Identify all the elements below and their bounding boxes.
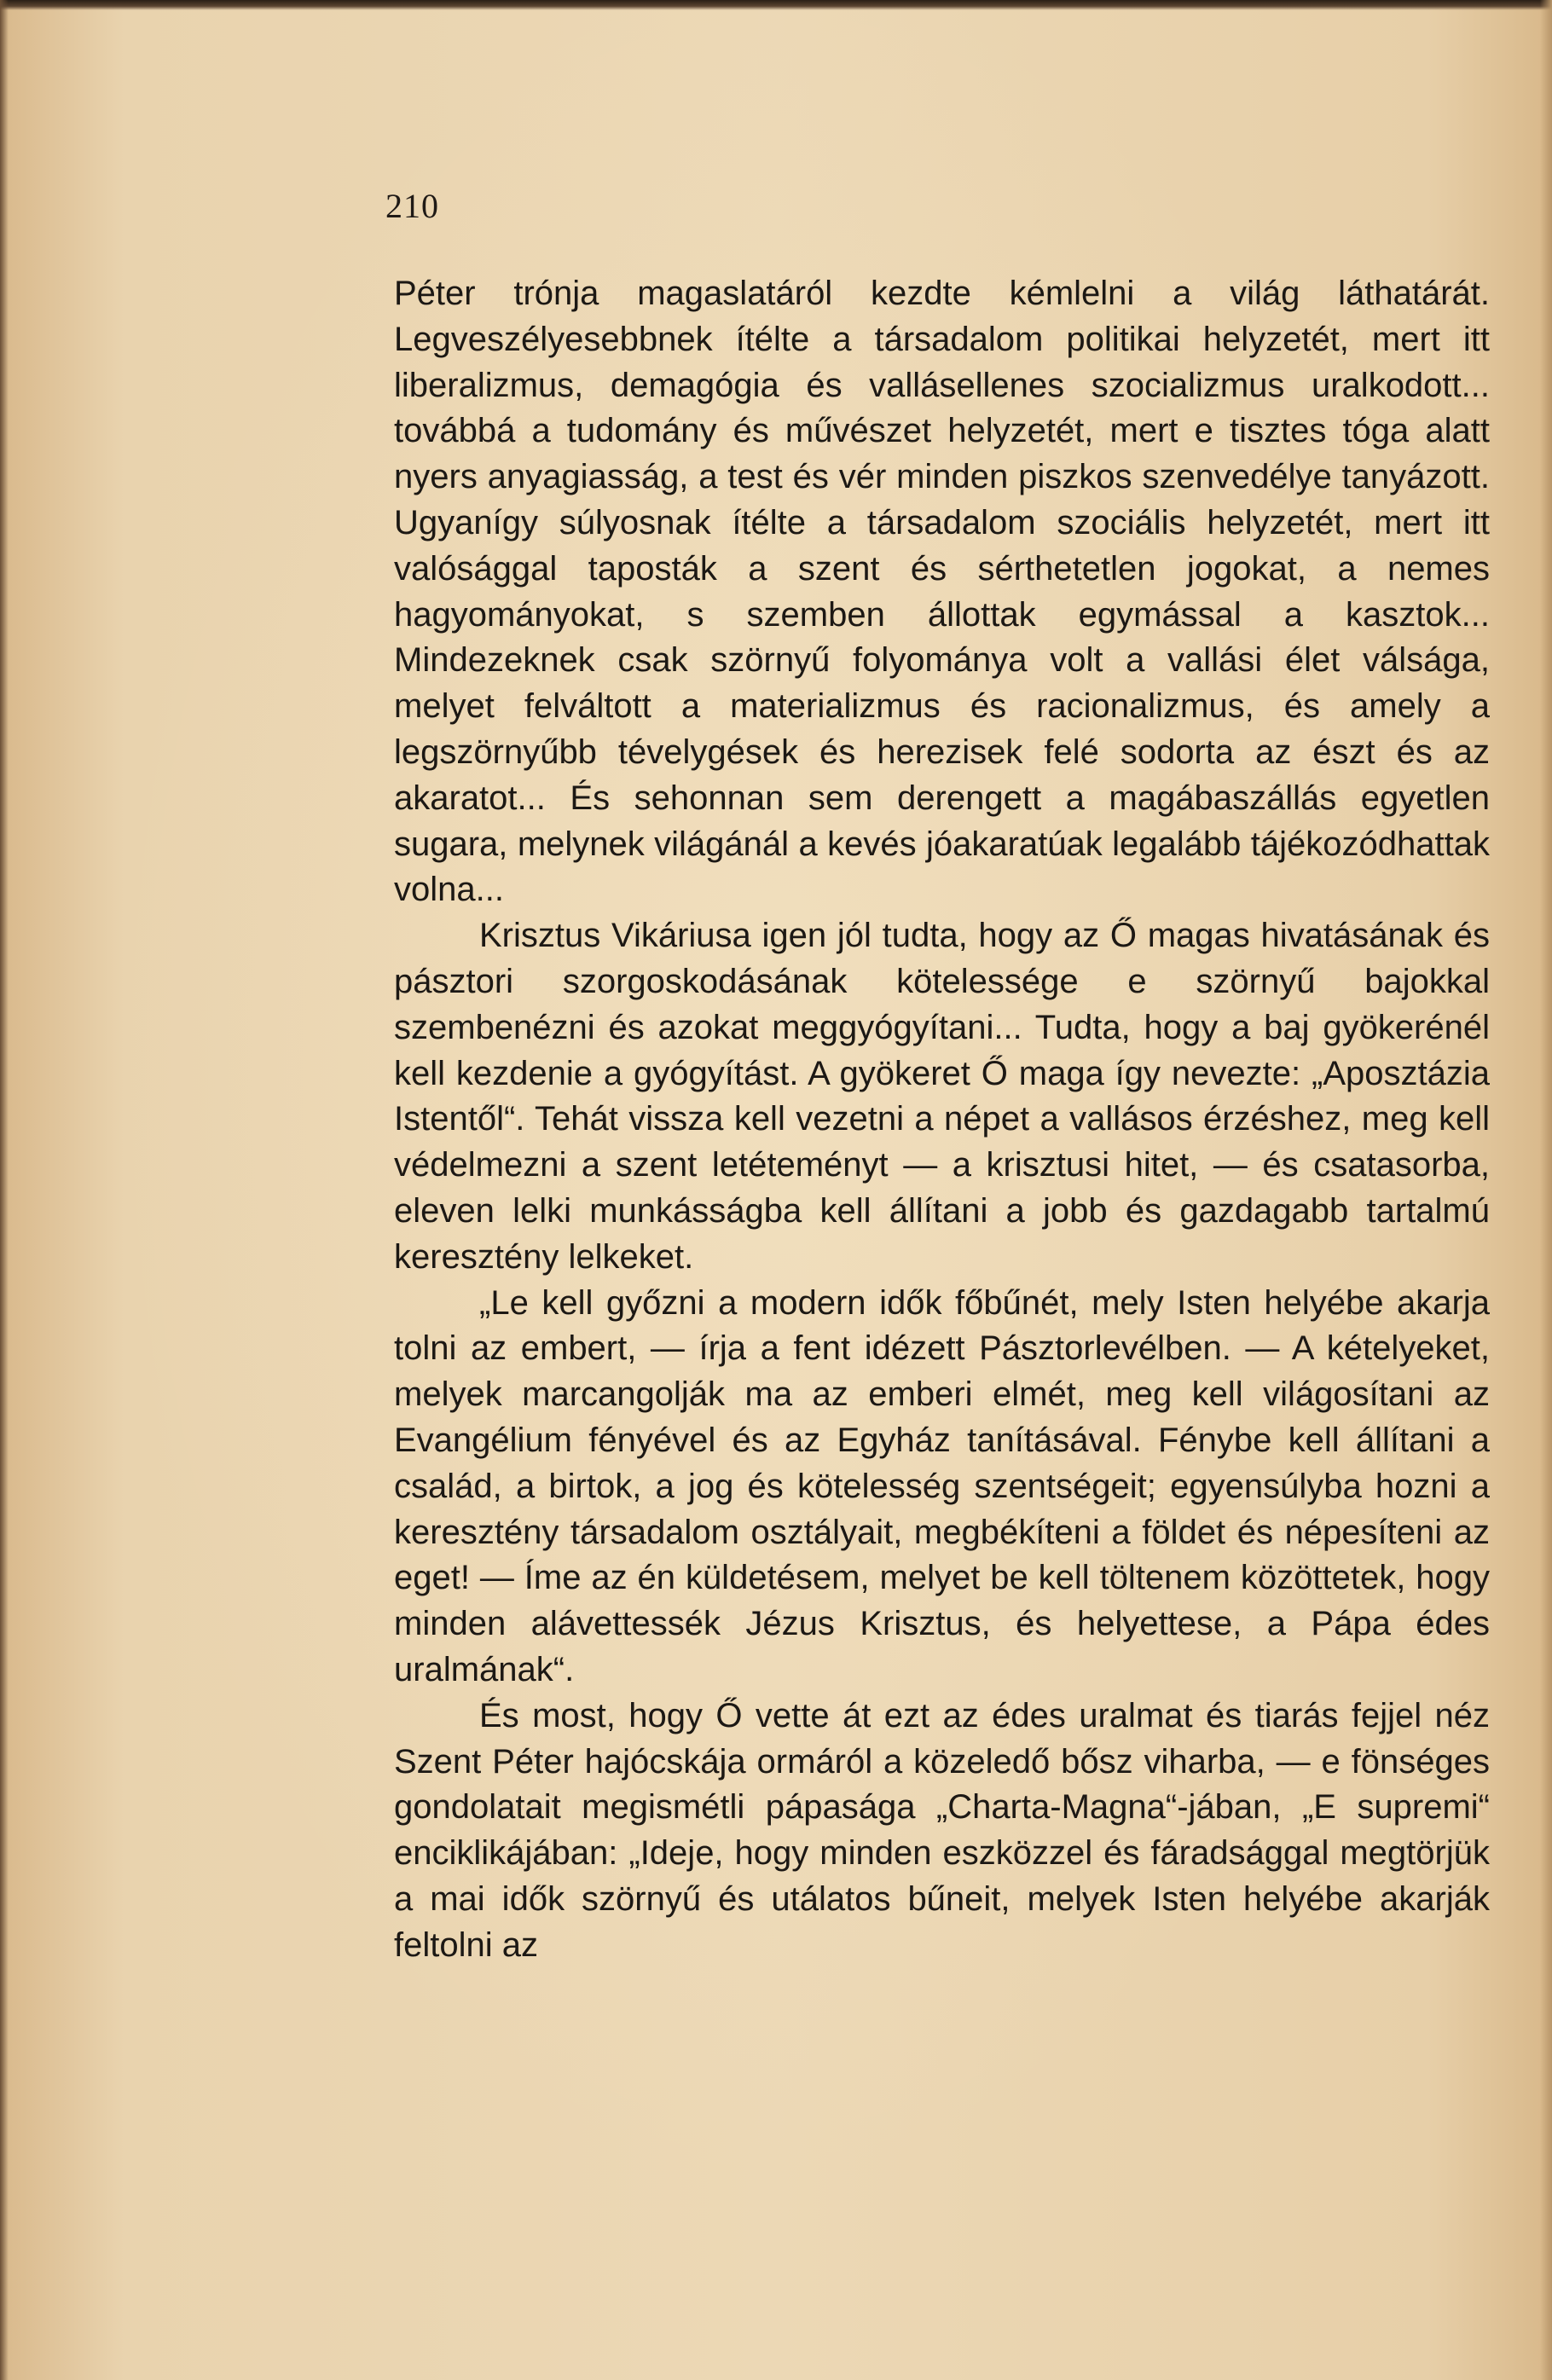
page-top-shadow <box>0 0 1552 10</box>
page-right-shadow <box>1540 0 1552 2380</box>
paragraph-2: Krisztus Vikáriusa igen jól tudta, hogy az Ő magas hivatásának és pásztori szorgoskodásának kötelessége e szörnyű bajokkal szembenézni és azokat meggyógyítani... Tudta, hogy a baj gyökerénél kell kezdenie a gyógyítást. A gyökeret Ő maga így nevezte: „Aposztázia Istentől“. Tehát vissza kell vezetni a népet a vallásos érzéshez, meg kell védelmezni a szent letéteményt — a krisztusi hitet, — és csatasorba, eleven lelki munkásságba kell állítani a jobb és gazdagabb tartalmú keresztény lelkeket. <box>394 917 1490 1276</box>
paragraph-3: „Le kell győzni a modern idők főbűnét, mely Isten helyébe akarja tolni az embert, — írja a fent idézett Pásztorlevélben. — A kételyeket, melyek marcangolják ma az emberi elmét, meg kell világosítani az Evangélium fényével és az Egyház tanításával. Fénybe kell állítani a család, a birtok, a jog és kötelesség szentségeit; egyensúlyba hozni a keresztény társadalom osztályait, megbékíteni a földet és népesíteni az eget! — Íme az én küldetésem, melyet be kell töltenem közöttetek, hogy minden alávettessék Jézus Krisztus, és helyettese, a Pápa édes uralmának“. <box>394 1283 1490 1688</box>
body-text <box>394 271 1490 1968</box>
paragraph-1: Péter trónja magaslatáról kezdte kémlelni a világ láthatárát. Legveszélyesebbnek ítélte a társadalom politikai helyzetét, mert itt liberalizmus, demagógia és vallásellenes szocializmus uralkodott... továbbá a tudomány és művészet helyzetét, mert e tisztes tóga alatt nyers anyagiasság, a test és vér minden piszkos szenvedélye tanyázott. Ugyanígy súlyosnak ítélte a társadalom szociális helyzetét, mert itt valósággal taposták a szent és sérthetetlen jogokat, a nemes hagyományokat, s szemben állottak egymással a kasztok... Mindezeknek csak szörnyű folyománya volt a vallási élet válsága, melyet felváltott a materializmus és racionalizmus, és amely a legszörnyűbb tévelygések és herezisek felé sodorta az észt és az akaratot... És sehonnan sem derengett a magábaszállás egyetlen sugara, melynek világánál a kevés jóakaratúak legalább tájékozódhattak volna... <box>394 275 1490 909</box>
paragraph-4: És most, hogy Ő vette át ezt az édes uralmat és tiarás fejjel néz Szent Péter hajócskája ormáról a közeledő bősz viharba, — e fönséges gondolatait megismétli pápasága „Charta-Magna“-jában, „E supremi“ enciklikájában: „Ideje, hogy minden eszközzel és fáradsággal megtörjük a mai idők szörnyű és utálatos bűneit, melyek Isten helyébe akarják feltolni az <box>394 1696 1490 1964</box>
page-left-shadow <box>0 0 9 2380</box>
page-number: 210 <box>385 187 439 225</box>
